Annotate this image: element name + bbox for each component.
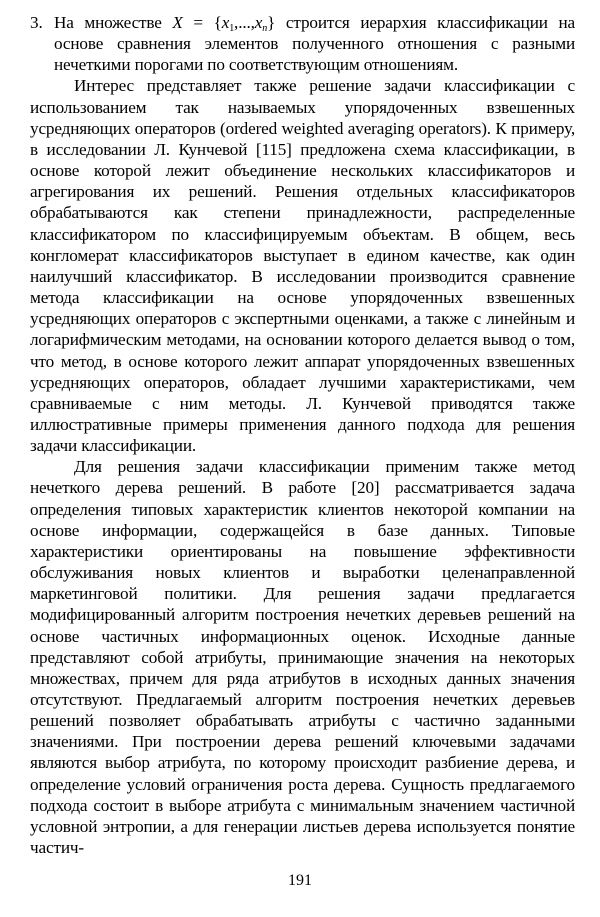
set-element-last: x [254,13,263,32]
list-item [30,12,575,75]
set-equals: = { [182,13,222,32]
paragraph-owa: Интерес представляет также решение задачи классификации с использованием так называемых упорядоченных взвешенных усредняющих операторов (ordered weighted averaging operators). К примеру, в исследовании Л. Кунчевой [115] предложена схема классификации, в основе которой лежит объединение нескольких классификаторов и агрегирования их решений. Решения отдельных классификаторов обрабатываются как степени принадлежности, распределенные классификатором по классифицируемым объектам. В общем, весь конгломерат классификаторов выступает в едином качестве, как один наилучший классификатор. В исследовании производится сравнение метода классификации на основе упорядоченных взвешенных усредняющих операторов с экспертными оценками, а также с линейным и логарифмическим методами, на основании которого делается вывод о том, что метод, в основе которого лежит аппарат упорядоченных взвешенных усредняющих операторов, обладает лучшими характеристиками, чем сравниваемые с ним методы. Л. Кунчевой приводятся также иллюстративные примеры применения данного подхода для решения задачи классификации. [30,76,575,456]
page-body [30,12,575,858]
page-number: 191 [288,872,312,889]
set-close-brace: } [267,13,276,32]
list-item-text [54,12,575,75]
set-ellipsis: ,..., [234,13,255,32]
set-element-first: x [221,13,230,32]
set-subscript-first: 1 [229,23,235,34]
paragraph-fuzzy-tree: Для решения задачи классификации применим также метод нечеткого дерева решений. В работе [20] рассматривается задача определения типовых характеристик клиентов некоторой компании на основе информации, содержащейся в базе данных. Типовые характеристики ориентированы на повышение эффективности обслуживания новых клиентов и выработки целенаправленной маркетинговой политики. Для решения задачи предлагается модифицированный алгоритм построения нечетких деревьев решений на основе частичных информационных оценок. Исходные данные представляют собой атрибуты, принимающие значения на некоторых множествах, причем для ряда атрибутов в исходных данных значения отсутствуют. Предлагаемый алгоритм построения нечетких деревьев решений позволяет обрабатывать атрибуты с частично заданными значениями. При построении дерева решений ключевыми задачами являются выбор атрибута, по которому происходит разбиение дерева, и определение условий ограничения роста дерева. Сущность предлагаемого подхода состоит в выборе атрибута с минимальным значением частичной условной энтропии, а для генерации листьев дерева используется понятие частич- [30,457,575,858]
list-item-text-before: На множестве [54,13,173,32]
list-item-number: 3. [30,13,43,32]
set-subscript-last: n [262,23,268,34]
list-item-text-after: строится иерархия классификации на основе сравнения элементов полученного отношения с разными нечеткими порогами по соответствующим отношениям. [54,13,575,75]
set-formula [172,13,275,32]
set-variable: X [172,13,183,32]
